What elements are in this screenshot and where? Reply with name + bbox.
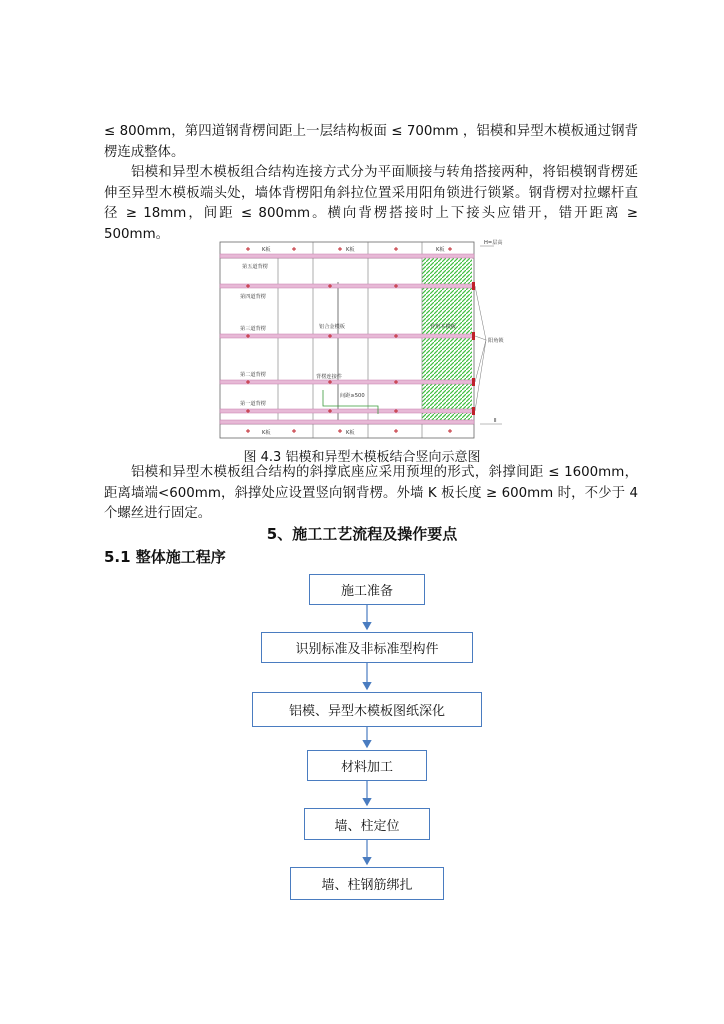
figure-caption: 图 4.3 铝模和异型木模板结合竖向示意图: [243, 450, 481, 465]
flow-step-preparation: 施工准备: [309, 574, 425, 605]
paragraph-continuation: ≤ 800mm，第四道钢背楞间距上一层结构板面 ≤ 700mm ，铝模和异型木模板通过钢背楞连成整体。: [104, 124, 638, 160]
k-board-label: K板: [262, 247, 271, 253]
k-board-label: K板: [436, 247, 445, 253]
paragraph-diagonal-brace: 铝模和异型木模板组合结构的斜撑底座应采用预埋的形式，斜撑间距 ≤ 1600mm，距离墙端<600mm，斜撑处应设置竖向钢背楞。外墙 K 板长度 ≥ 600mm 时，不少于 4 个螺丝进行固定。: [104, 465, 638, 521]
paragraph-connection-method: 铝模和异型木模板组合结构连接方式分为平面顺接与转角搭接两种，将铝模钢背楞延伸至异型木模板端头处，墙体背楞阳角斜拉位置采用阳角锁进行锁紧。钢背楞对拉螺杆直径 ≥ 18mm，间距 ≤ 800mm。横向背楞搭接时上下接头应错开，错开距离 ≥ 500mm。: [104, 165, 638, 242]
section-5-1-heading: 5.1 整体施工程序: [104, 548, 226, 566]
level-bottom-label: Ⅱ: [494, 418, 497, 424]
row2-label: 第二道背楞: [240, 372, 266, 378]
k-board-label: K板: [262, 430, 271, 436]
level-top-label: H=层高: [484, 240, 503, 246]
row1-label: 第一道背楞: [240, 401, 266, 407]
spacing-label: 间距≥500: [340, 393, 365, 399]
k-board-label: K板: [346, 247, 355, 253]
k-board-label: K板: [346, 430, 355, 436]
row4-label: 第四道背楞: [240, 294, 266, 300]
aluminum-panel-label: 铝合金模板: [319, 324, 345, 330]
flow-step-rebar-binding: 墙、柱钢筋绑扎: [290, 867, 444, 900]
flow-step-identify-components: 识别标准及非标准型构件: [261, 632, 473, 663]
flow-step-drawing-detailing: 铝模、异型木模板图纸深化: [252, 692, 482, 727]
connector-label: 背楞连接件: [316, 374, 342, 380]
section-5-heading: 5、施工工艺流程及操作要点: [266, 525, 458, 543]
flow-step-wall-column-positioning: 墙、柱定位: [304, 808, 430, 840]
corner-lock-label: 阳角锁: [488, 338, 504, 344]
row3-label: 第三道背楞: [240, 326, 266, 332]
flow-step-material-processing: 材料加工: [307, 750, 427, 781]
wood-panel-label: 异形木模板: [430, 324, 456, 330]
row5-label: 第五道背楞: [242, 264, 268, 270]
